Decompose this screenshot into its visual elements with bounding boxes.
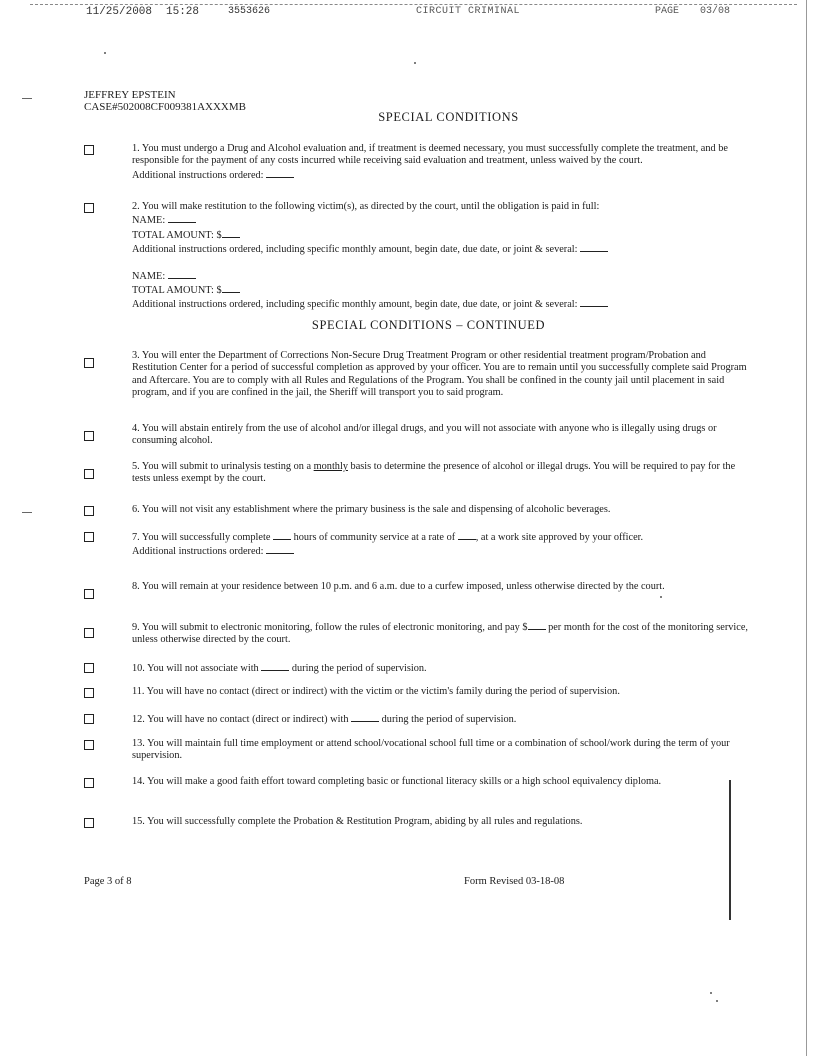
condition-12-body: 12. You will have no contact (direct or indirect) with <box>132 714 349 725</box>
defendant-name: JEFFREY EPSTEIN <box>84 89 176 101</box>
condition-14-checkbox[interactable] <box>84 778 94 788</box>
blank-field[interactable] <box>266 168 294 178</box>
condition-5-checkbox[interactable] <box>84 469 94 479</box>
fax-page-number: 03/08 <box>700 6 731 17</box>
blank-field[interactable] <box>168 269 196 279</box>
instructions-label: Additional instructions ordered: <box>132 546 264 558</box>
fax-header <box>0 0 817 22</box>
condition-1-instructions <box>132 168 752 182</box>
associate-field[interactable] <box>261 661 289 671</box>
condition-6-checkbox[interactable] <box>84 506 94 516</box>
fax-header-rule <box>30 4 797 5</box>
condition-5-body-end: basis to determine the presence of alcohol or illegal drugs. You will be required to pay for the tests unless exempt by the court. <box>132 461 736 485</box>
condition-15-body: 15. You will successfully complete the Probation & Restitution Program, abiding by all rules and regulations. <box>132 816 583 827</box>
victim-1-name <box>132 213 752 227</box>
condition-7-checkbox[interactable] <box>84 532 94 542</box>
condition-2-body: 2. You will make restitution to the following victim(s), as directed by the court, until the obligation is paid in full: <box>132 201 600 212</box>
condition-12-checkbox[interactable] <box>84 714 94 724</box>
condition-11-checkbox[interactable] <box>84 688 94 698</box>
condition-7-body: 7. You will successfully complete <box>132 532 271 543</box>
condition-3-body: 3. You will enter the Department of Corrections Non-Secure Drug Treatment Program or other residential treatment program/Probation and Restitution Center for a period of successful completion as approved by your officer. You are to remain until you successfully complete said Program and Aftercare. You are to comply with all Rules and Regulations of the Program. You shall be confined in the county jail until placement in said program, and if you are confined in the jail, the Sheriff will transport you to said program. <box>132 350 747 399</box>
condition-7-rate: hours of community service at a rate of <box>293 532 456 543</box>
contact-field[interactable] <box>351 712 379 722</box>
scan-speck <box>104 52 106 54</box>
condition-9-end: per month for the cost of the monitoring service, unless otherwise directed by the court. <box>132 622 748 646</box>
amount-label: TOTAL AMOUNT: $ <box>132 229 222 241</box>
condition-13-checkbox[interactable] <box>84 740 94 750</box>
footer-form-revised: Form Revised 03-18-08 <box>464 876 565 887</box>
blank-field[interactable] <box>222 283 240 293</box>
condition-6-body: 6. You will not visit any establishment where the primary business is the sale and dispensing of alcoholic beverages. <box>132 504 611 515</box>
fax-number: 3553626 <box>228 6 271 17</box>
name-label: NAME: <box>132 270 166 282</box>
victim-2-name <box>132 269 752 283</box>
fax-court: CIRCUIT CRIMINAL <box>416 6 521 17</box>
page-title: SPECIAL CONDITIONS <box>378 110 519 124</box>
condition-15-checkbox[interactable] <box>84 818 94 828</box>
instructions-label: Additional instructions ordered, including specific monthly amount, begin date, due date, or joint & several: <box>132 244 578 256</box>
condition-10-end: during the period of supervision. <box>291 663 427 674</box>
condition-4-body: 4. You will abstain entirely from the use of alcohol and/or illegal drugs, and you will not associate with anyone who is illegally using drugs or consuming alcohol. <box>132 423 717 447</box>
scan-speck <box>414 62 416 64</box>
victim-1-instructions <box>132 242 752 256</box>
scan-mark <box>22 512 32 513</box>
fax-page-label: PAGE <box>655 6 680 17</box>
rate-field[interactable] <box>458 530 476 540</box>
victim-2-amount <box>132 283 752 297</box>
fax-date: 11/25/2008 <box>86 6 153 18</box>
scan-speck <box>710 992 712 994</box>
condition-2-text <box>132 201 752 312</box>
case-number: CASE#502008CF009381AXXXMB <box>84 101 246 113</box>
condition-14-body: 14. You will make a good faith effort toward completing basic or functional literacy skills or a high school equivalency diploma. <box>132 776 662 787</box>
condition-11-body: 11. You will have no contact (direct or indirect) with the victim or the victim's family during the period of supervision. <box>132 686 620 697</box>
condition-5-body: 5. You will submit to urinalysis testing on a <box>132 461 314 472</box>
condition-3-checkbox[interactable] <box>84 358 94 368</box>
condition-9-text <box>132 620 752 647</box>
condition-1-text <box>132 143 752 182</box>
frequency-value: monthly <box>313 461 348 472</box>
scan-speck <box>716 1000 718 1002</box>
condition-8-body: 8. You will remain at your residence between 10 p.m. and 6 a.m. due to a curfew imposed, unless otherwise directed by the court. <box>132 581 665 592</box>
condition-10-checkbox[interactable] <box>84 663 94 673</box>
instructions-label: Additional instructions ordered: <box>132 169 264 181</box>
condition-8-checkbox[interactable] <box>84 589 94 599</box>
condition-12-text <box>132 712 752 726</box>
condition-7-text <box>132 530 752 559</box>
scan-mark <box>22 98 32 99</box>
condition-2-checkbox[interactable] <box>84 203 94 213</box>
continued-title: SPECIAL CONDITIONS – CONTINUED <box>311 318 546 332</box>
hours-field[interactable] <box>273 530 291 540</box>
amount-field[interactable] <box>528 620 546 630</box>
blank-field[interactable] <box>580 297 608 307</box>
condition-13-body: 13. You will maintain full time employment or attend school/vocational school full time or a combination of school/work during the term of your supervision. <box>132 738 730 762</box>
blank-field[interactable] <box>168 213 196 223</box>
blank-field[interactable] <box>580 242 608 252</box>
scan-right-edge <box>806 0 807 1056</box>
footer-page: Page 3 of 8 <box>84 876 132 887</box>
scan-speck <box>660 596 662 598</box>
condition-1-body: 1. You must undergo a Drug and Alcohol evaluation and, if treatment is deemed necessary, you must successfully complete the treatment, and be responsible for the payment of any costs incurred while receiving said evaluation and treatment, unless waived by the court. <box>132 143 728 167</box>
condition-7-instructions <box>132 544 752 558</box>
blank-field[interactable] <box>222 228 240 238</box>
blank-field[interactable] <box>266 544 294 554</box>
condition-7-end: , at a work site approved by your officer. <box>475 532 644 543</box>
victim-2-instructions <box>132 297 752 311</box>
victim-1-amount <box>132 228 752 242</box>
condition-9-checkbox[interactable] <box>84 628 94 638</box>
condition-4-checkbox[interactable] <box>84 431 94 441</box>
fax-time: 15:28 <box>166 6 200 18</box>
condition-12-end: during the period of supervision. <box>381 714 517 725</box>
condition-1-checkbox[interactable] <box>84 145 94 155</box>
condition-5-text <box>132 461 752 486</box>
amount-label: TOTAL AMOUNT: $ <box>132 285 222 297</box>
condition-10-body: 10. You will not associate with <box>132 663 259 674</box>
instructions-label: Additional instructions ordered, including specific monthly amount, begin date, due date, or joint & several: <box>132 299 578 311</box>
name-label: NAME: <box>132 215 166 227</box>
condition-10-text <box>132 661 752 675</box>
condition-9-body: 9. You will submit to electronic monitoring, follow the rules of electronic monitoring, and pay $ <box>132 622 528 633</box>
scan-edge-line <box>729 780 731 920</box>
spacer <box>132 257 752 269</box>
